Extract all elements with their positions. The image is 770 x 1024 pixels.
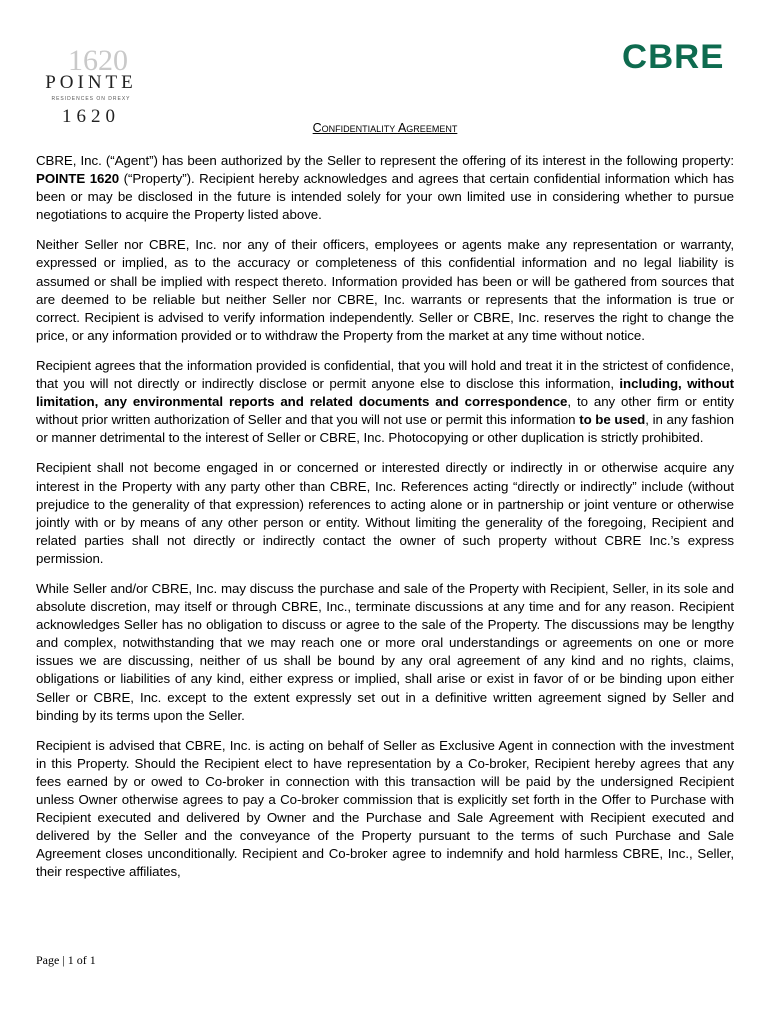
- logo-word: POINTE: [45, 72, 137, 93]
- logo-tagline: RESIDENCES ON DREXY: [51, 96, 131, 102]
- page-footer: Page | 1 of 1: [36, 953, 96, 967]
- logo-number-mark: 1620: [68, 44, 128, 77]
- paragraph-2: Neither Seller nor CBRE, Inc. nor any of their officers, employees or agents make any representation or warranty, expressed or implied, as to the accuracy or completeness of this confidential information and no legal liability is assumed or shall be implied with respect thereto. Information provided has been or will be gathered from sources that are deemed to be reliable but neither Seller nor CBRE, Inc. warrants or represents that the information is true or correct. Recipient is advised to verify information independently. Seller or CBRE, Inc. reserves the right to change the price, or any information provided or to withdraw the Property from the market at any time without notice.: [36, 237, 734, 343]
- property-name: POINTE 1620: [36, 171, 120, 187]
- pointe-1620-logo: [36, 44, 146, 126]
- paragraph-6: Recipient is advised that CBRE, Inc. is acting on behalf of Seller as Exclusive Agent in connection with the investment in this Property. Should the Recipient elect to have representation by a Co-broker, Recipient hereby agrees that any fees earned by or owed to Co-broker in connection with this transaction will be paid by the undersigned Recipient unless Owner otherwise agrees to pay a Co-broker commission that is explicitly set forth in the Offer to Purchase with Recipient executed and delivered by Owner and the Purchase and Sale Agreement with Recipient executed and delivered by the Seller and the conveyance of the Property pursuant to the terms of such Purchase and Sale Agreement closes unconditionally. Recipient and Co-broker agree to indemnify and hold harmless CBRE, Inc., Seller, their respective affiliates,: [36, 737, 734, 880]
- paragraph-4: Recipient shall not become engaged in or concerned or interested directly or indirectly in or otherwise acquire any interest in the Property with any party other than CBRE, Inc. References acting “directly or indirectly” include (without prejudice to the generality of that expression) references to acting alone or in partnership or joint venture or otherwise jointly with or by means of any other person or entity. Without limiting the generality of the foregoing, Recipient and related parties shall not directly or indirectly contact the owner of such property without CBRE Inc.’s express permission.: [36, 460, 734, 566]
- paragraph-1: CBRE, Inc. (“Agent”) has been authorized by the Seller to represent the offering of its interest in the following property: POINTE 1620 (“Property”). Recipient hereby acknowledges and agrees that certain confidential information which has been or may be disclosed in the future is intended solely for your own limited use in considering whether to pursue negotiations to acquire the Property listed above.: [36, 153, 734, 223]
- cbre-logo: CBRE: [622, 38, 725, 76]
- agreement-body: [36, 152, 734, 893]
- document-title: Confidentiality Agreement: [312, 121, 458, 135]
- paragraph-3: Recipient agrees that the information provided is confidential, that you will hold and treat it in the strictest of confidence, that you will not directly or indirectly disclose or permit anyone else to disclose this information, including, without limitation, any environmental reports and related documents and correspondence, to any other firm or entity without prior written authorization of Seller and that you will not use or permit this information to be used, in any fashion or manner detrimental to the interest of Seller or CBRE, Inc. Photocopying or other duplication is strictly prohibited.: [36, 357, 734, 446]
- logo-number: 1620: [62, 106, 120, 126]
- paragraph-5: While Seller and/or CBRE, Inc. may discuss the purchase and sale of the Property with Recipient, Seller, in its sole and absolute discretion, may itself or through CBRE, Inc., terminate discussions at any time and for any reason. Recipient acknowledges Seller has no obligation to discuss or agree to the sale of the Property. The discussions may be lengthy and complex, notwithstanding that we may reach one or more oral understandings or agreements on one or more issues we are discussing, neither of us shall be bound by any oral agreement of any kind and no rights, claims, obligations or liabilities of any kind, either express or implied, shall arise or exist in favor of or be binding upon either Seller or CBRE, Inc. except to the extent expressly set out in a definitive written agreement signed by Seller and binding by its terms upon the Seller.: [36, 580, 734, 723]
